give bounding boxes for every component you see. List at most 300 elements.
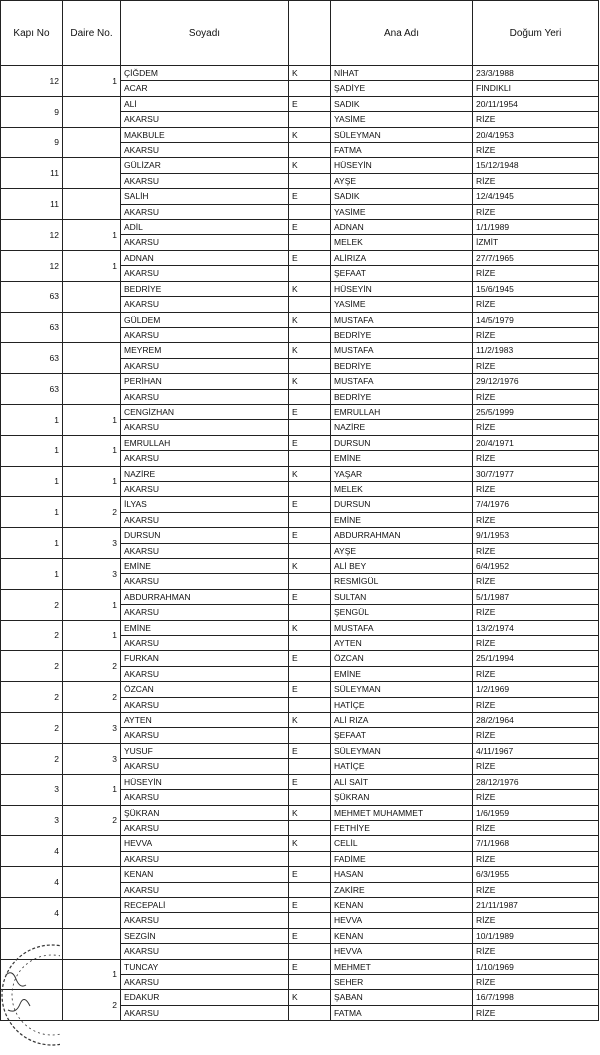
mother-name-cell: FADİME [331, 851, 473, 866]
record-row-first-name [1, 805, 599, 820]
surname-cell: AKARSU [121, 451, 289, 466]
surname-cell: AKARSU [121, 605, 289, 620]
father-name-cell: SÜLEYMAN [331, 743, 473, 758]
birthplace-cell: RİZE [473, 851, 599, 866]
kapi-no-cell: 9 [1, 96, 63, 127]
birthplace-cell: RİZE [473, 297, 599, 312]
first-name-cell: EDAKUR [121, 990, 289, 1005]
daire-no-cell [63, 867, 121, 898]
kapi-no-cell: 2 [1, 743, 63, 774]
surname-cell: AKARSU [121, 389, 289, 404]
daire-no-cell [63, 312, 121, 343]
first-name-cell: GÜLİZAR [121, 158, 289, 173]
first-name-cell: GÜLDEM [121, 312, 289, 327]
surname-cell: AKARSU [121, 882, 289, 897]
first-name-cell: EMİNE [121, 620, 289, 635]
birth-date-cell: 1/2/1969 [473, 682, 599, 697]
daire-no-cell [63, 96, 121, 127]
kapi-no-cell: 12 [1, 66, 63, 97]
birthplace-cell: RİZE [473, 481, 599, 496]
mother-name-cell: EMİNE [331, 666, 473, 681]
surname-cell: AKARSU [121, 112, 289, 127]
sex-blank-cell [289, 666, 331, 681]
kapi-no-cell: 2 [1, 589, 63, 620]
record-row-first-name [1, 559, 599, 574]
mother-name-cell: BEDRİYE [331, 389, 473, 404]
birthplace-cell: RİZE [473, 204, 599, 219]
record-row-first-name [1, 990, 599, 1005]
header-daire-no: Daire No. [63, 1, 121, 66]
kapi-no-cell: 2 [1, 620, 63, 651]
birthplace-cell: RİZE [473, 143, 599, 158]
kapi-no-cell: 11 [1, 158, 63, 189]
sex-blank-cell [289, 636, 331, 651]
sex-cell: K [289, 559, 331, 574]
sex-cell: E [289, 928, 331, 943]
kapi-no-cell: 3 [1, 774, 63, 805]
birthplace-cell: RİZE [473, 512, 599, 527]
surname-cell: AKARSU [121, 728, 289, 743]
surname-cell: AKARSU [121, 790, 289, 805]
mother-name-cell: MELEK [331, 481, 473, 496]
kapi-no-cell: 9 [1, 127, 63, 158]
mother-name-cell: ŞEFAAT [331, 266, 473, 281]
mother-name-cell: HATİÇE [331, 697, 473, 712]
father-name-cell: EMRULLAH [331, 404, 473, 419]
sex-blank-cell [289, 327, 331, 342]
daire-no-cell: 1 [63, 620, 121, 651]
birth-date-cell: 1/10/1969 [473, 959, 599, 974]
birth-date-cell: 7/1/1968 [473, 836, 599, 851]
sex-blank-cell [289, 143, 331, 158]
sex-cell: E [289, 497, 331, 512]
sex-cell: E [289, 774, 331, 789]
daire-no-cell: 1 [63, 404, 121, 435]
birthplace-cell: RİZE [473, 112, 599, 127]
sex-cell: K [289, 805, 331, 820]
daire-no-cell: 3 [63, 743, 121, 774]
sex-cell: E [289, 250, 331, 265]
sex-cell: E [289, 589, 331, 604]
father-name-cell: SÜLEYMAN [331, 127, 473, 142]
first-name-cell: ÇİĞDEM [121, 66, 289, 81]
mother-name-cell: BEDRİYE [331, 327, 473, 342]
birth-date-cell: 16/7/1998 [473, 990, 599, 1005]
sex-blank-cell [289, 543, 331, 558]
surname-cell: AKARSU [121, 420, 289, 435]
surname-cell: AKARSU [121, 266, 289, 281]
birth-date-cell: 6/3/1955 [473, 867, 599, 882]
sex-blank-cell [289, 420, 331, 435]
birthplace-cell: RİZE [473, 358, 599, 373]
kapi-no-cell: 4 [1, 897, 63, 928]
sex-cell: E [289, 528, 331, 543]
registry-body [1, 66, 599, 1021]
sex-cell: E [289, 220, 331, 235]
daire-no-cell [63, 928, 121, 959]
birthplace-cell: RİZE [473, 666, 599, 681]
first-name-cell: SALİH [121, 189, 289, 204]
father-name-cell: ABDURRAHMAN [331, 528, 473, 543]
surname-cell: AKARSU [121, 759, 289, 774]
mother-name-cell: HATİÇE [331, 759, 473, 774]
kapi-no-cell: 2 [1, 682, 63, 713]
first-name-cell: ÖZCAN [121, 682, 289, 697]
record-row-first-name [1, 404, 599, 419]
first-name-cell: EMRULLAH [121, 435, 289, 450]
mother-name-cell: FATMA [331, 143, 473, 158]
birthplace-cell: RİZE [473, 697, 599, 712]
father-name-cell: ALİ RIZA [331, 713, 473, 728]
sex-cell: K [289, 158, 331, 173]
sex-blank-cell [289, 1005, 331, 1020]
record-row-first-name [1, 897, 599, 912]
father-name-cell: ADNAN [331, 220, 473, 235]
sex-cell: E [289, 189, 331, 204]
first-name-cell: MAKBULE [121, 127, 289, 142]
kapi-no-cell: 63 [1, 343, 63, 374]
birth-date-cell: 21/11/1987 [473, 897, 599, 912]
sex-cell: K [289, 836, 331, 851]
daire-no-cell: 2 [63, 805, 121, 836]
sex-cell: K [289, 620, 331, 635]
first-name-cell: SEZGİN [121, 928, 289, 943]
kapi-no-cell: 12 [1, 220, 63, 251]
record-row-first-name [1, 774, 599, 789]
sex-cell: K [289, 990, 331, 1005]
surname-cell: AKARSU [121, 481, 289, 496]
sex-cell: E [289, 435, 331, 450]
mother-name-cell: HEVVA [331, 913, 473, 928]
record-row-first-name [1, 959, 599, 974]
father-name-cell: HÜSEYİN [331, 281, 473, 296]
birth-date-cell: 15/6/1945 [473, 281, 599, 296]
sex-blank-cell [289, 297, 331, 312]
sex-blank-cell [289, 882, 331, 897]
kapi-no-cell: 1 [1, 528, 63, 559]
surname-cell: AKARSU [121, 327, 289, 342]
kapi-no-cell: 63 [1, 374, 63, 405]
daire-no-cell [63, 343, 121, 374]
first-name-cell: KENAN [121, 867, 289, 882]
father-name-cell: ALİ SAİT [331, 774, 473, 789]
kapi-no-cell: 2 [1, 713, 63, 744]
daire-no-cell: 1 [63, 774, 121, 805]
birth-date-cell: 20/4/1971 [473, 435, 599, 450]
birth-date-cell: 28/2/1964 [473, 713, 599, 728]
birthplace-cell: RİZE [473, 266, 599, 281]
surname-cell: AKARSU [121, 358, 289, 373]
surname-cell: ACAR [121, 81, 289, 96]
record-row-first-name [1, 343, 599, 358]
record-row-first-name [1, 928, 599, 943]
birth-date-cell: 12/4/1945 [473, 189, 599, 204]
mother-name-cell: YASİME [331, 204, 473, 219]
birthplace-cell: RİZE [473, 574, 599, 589]
sex-blank-cell [289, 235, 331, 250]
record-row-first-name [1, 867, 599, 882]
birth-date-cell: 20/4/1953 [473, 127, 599, 142]
record-row-first-name [1, 435, 599, 450]
kapi-no-cell: 63 [1, 312, 63, 343]
kapi-no-cell: 63 [1, 281, 63, 312]
first-name-cell: NAZİRE [121, 466, 289, 481]
father-name-cell: MUSTAFA [331, 343, 473, 358]
record-row-first-name [1, 127, 599, 142]
header-row [1, 1, 599, 66]
father-name-cell: MUSTAFA [331, 312, 473, 327]
first-name-cell: İLYAS [121, 497, 289, 512]
birthplace-cell: RİZE [473, 1005, 599, 1020]
sex-cell: E [289, 651, 331, 666]
sex-cell: E [289, 867, 331, 882]
sex-blank-cell [289, 81, 331, 96]
first-name-cell: TUNCAY [121, 959, 289, 974]
father-name-cell: MEHMET MUHAMMET [331, 805, 473, 820]
kapi-no-cell: 1 [1, 435, 63, 466]
birth-date-cell: 25/5/1999 [473, 404, 599, 419]
sex-cell: E [289, 404, 331, 419]
birthplace-cell: RİZE [473, 728, 599, 743]
father-name-cell: SADIK [331, 189, 473, 204]
birth-date-cell: 4/11/1967 [473, 743, 599, 758]
first-name-cell: ŞÜKRAN [121, 805, 289, 820]
sex-blank-cell [289, 728, 331, 743]
birth-date-cell: 11/2/1983 [473, 343, 599, 358]
surname-cell: AKARSU [121, 666, 289, 681]
birthplace-cell: RİZE [473, 636, 599, 651]
sex-blank-cell [289, 204, 331, 219]
birthplace-cell: RİZE [473, 543, 599, 558]
birth-date-cell: 29/12/1976 [473, 374, 599, 389]
first-name-cell: AYTEN [121, 713, 289, 728]
kapi-no-cell: 4 [1, 836, 63, 867]
birthplace-cell: RİZE [473, 451, 599, 466]
birth-date-cell: 1/1/1989 [473, 220, 599, 235]
birth-date-cell: 28/12/1976 [473, 774, 599, 789]
mother-name-cell: AYTEN [331, 636, 473, 651]
record-row-first-name [1, 682, 599, 697]
first-name-cell: RECEPALİ [121, 897, 289, 912]
sex-blank-cell [289, 820, 331, 835]
birth-date-cell: 6/4/1952 [473, 559, 599, 574]
birth-date-cell: 25/1/1994 [473, 651, 599, 666]
father-name-cell: SULTAN [331, 589, 473, 604]
sex-blank-cell [289, 913, 331, 928]
daire-no-cell: 1 [63, 959, 121, 990]
surname-cell: AKARSU [121, 574, 289, 589]
birthplace-cell: RİZE [473, 327, 599, 342]
record-row-first-name [1, 66, 599, 81]
birth-date-cell: 10/1/1989 [473, 928, 599, 943]
father-name-cell: HASAN [331, 867, 473, 882]
first-name-cell: DURSUN [121, 528, 289, 543]
mother-name-cell: ŞENGÜL [331, 605, 473, 620]
mother-name-cell: SEHER [331, 974, 473, 989]
sex-cell: K [289, 374, 331, 389]
sex-cell: E [289, 743, 331, 758]
father-name-cell: NİHAT [331, 66, 473, 81]
mother-name-cell: ŞEFAAT [331, 728, 473, 743]
daire-no-cell: 1 [63, 589, 121, 620]
record-row-first-name [1, 158, 599, 173]
daire-no-cell: 1 [63, 66, 121, 97]
mother-name-cell: ŞÜKRAN [331, 790, 473, 805]
sex-blank-cell [289, 173, 331, 188]
birthplace-cell: RİZE [473, 420, 599, 435]
first-name-cell: PERİHAN [121, 374, 289, 389]
daire-no-cell: 1 [63, 220, 121, 251]
mother-name-cell: NAZİRE [331, 420, 473, 435]
mother-name-cell: AYŞE [331, 543, 473, 558]
father-name-cell: KENAN [331, 928, 473, 943]
first-name-cell: ADNAN [121, 250, 289, 265]
kapi-no-cell: 2 [1, 651, 63, 682]
birthplace-cell: İZMİT [473, 235, 599, 250]
record-row-first-name [1, 589, 599, 604]
mother-name-cell: RESMİGÜL [331, 574, 473, 589]
surname-cell: AKARSU [121, 636, 289, 651]
sex-blank-cell [289, 112, 331, 127]
sex-cell: K [289, 713, 331, 728]
record-row-first-name [1, 189, 599, 204]
father-name-cell: SÜLEYMAN [331, 682, 473, 697]
father-name-cell: KENAN [331, 897, 473, 912]
sex-blank-cell [289, 759, 331, 774]
record-row-first-name [1, 620, 599, 635]
kapi-no-cell [1, 990, 63, 1021]
first-name-cell: EMİNE [121, 559, 289, 574]
surname-cell: AKARSU [121, 204, 289, 219]
surname-cell: AKARSU [121, 974, 289, 989]
birth-date-cell: 1/6/1959 [473, 805, 599, 820]
kapi-no-cell [1, 928, 63, 959]
record-row-first-name [1, 651, 599, 666]
sex-blank-cell [289, 451, 331, 466]
father-name-cell: HÜSEYİN [331, 158, 473, 173]
mother-name-cell: ZAKİRE [331, 882, 473, 897]
record-row-first-name [1, 466, 599, 481]
sex-blank-cell [289, 266, 331, 281]
record-row-first-name [1, 312, 599, 327]
mother-name-cell: EMİNE [331, 512, 473, 527]
surname-cell: AKARSU [121, 697, 289, 712]
mother-name-cell: ŞADİYE [331, 81, 473, 96]
father-name-cell: CELİL [331, 836, 473, 851]
sex-cell: E [289, 96, 331, 111]
surname-cell: AKARSU [121, 173, 289, 188]
record-row-first-name [1, 250, 599, 265]
birthplace-cell: RİZE [473, 790, 599, 805]
birthplace-cell: RİZE [473, 173, 599, 188]
sex-cell: E [289, 897, 331, 912]
first-name-cell: CENGİZHAN [121, 404, 289, 419]
surname-cell: AKARSU [121, 1005, 289, 1020]
mother-name-cell: YASİME [331, 297, 473, 312]
header-ana-adi: Ana Adı [331, 1, 473, 66]
first-name-cell: HEVVA [121, 836, 289, 851]
birth-date-cell: 30/7/1977 [473, 466, 599, 481]
first-name-cell: BEDRİYE [121, 281, 289, 296]
daire-no-cell: 1 [63, 435, 121, 466]
daire-no-cell: 2 [63, 497, 121, 528]
sex-cell: E [289, 959, 331, 974]
daire-no-cell: 3 [63, 559, 121, 590]
father-name-cell: ALİ BEY [331, 559, 473, 574]
first-name-cell: FURKAN [121, 651, 289, 666]
sex-cell: K [289, 281, 331, 296]
surname-cell: AKARSU [121, 913, 289, 928]
father-name-cell: MEHMET [331, 959, 473, 974]
daire-no-cell: 3 [63, 713, 121, 744]
birth-date-cell: 15/12/1948 [473, 158, 599, 173]
record-row-first-name [1, 374, 599, 389]
mother-name-cell: EMİNE [331, 451, 473, 466]
surname-cell: AKARSU [121, 820, 289, 835]
birth-date-cell: 14/5/1979 [473, 312, 599, 327]
birth-date-cell: 9/1/1953 [473, 528, 599, 543]
surname-cell: AKARSU [121, 851, 289, 866]
sex-cell: K [289, 312, 331, 327]
surname-cell: AKARSU [121, 512, 289, 527]
header-dogum-yeri: Doğum Yeri [473, 1, 599, 66]
kapi-no-cell [1, 959, 63, 990]
mother-name-cell: HEVVA [331, 944, 473, 959]
header-cinsiyet [289, 1, 331, 66]
birth-date-cell: 5/1/1987 [473, 589, 599, 604]
header-kapi-no: Kapı No [1, 1, 63, 66]
mother-name-cell: YASİME [331, 112, 473, 127]
father-name-cell: DURSUN [331, 497, 473, 512]
birth-date-cell: 23/3/1988 [473, 66, 599, 81]
kapi-no-cell: 1 [1, 559, 63, 590]
first-name-cell: YUSUF [121, 743, 289, 758]
kapi-no-cell: 1 [1, 404, 63, 435]
daire-no-cell: 2 [63, 682, 121, 713]
daire-no-cell [63, 158, 121, 189]
sex-cell: E [289, 682, 331, 697]
sex-cell: K [289, 343, 331, 358]
record-row-first-name [1, 96, 599, 111]
surname-cell: AKARSU [121, 543, 289, 558]
daire-no-cell [63, 374, 121, 405]
mother-name-cell: BEDRİYE [331, 358, 473, 373]
father-name-cell: DURSUN [331, 435, 473, 450]
birthplace-cell: RİZE [473, 913, 599, 928]
record-row-first-name [1, 528, 599, 543]
daire-no-cell [63, 189, 121, 220]
sex-blank-cell [289, 944, 331, 959]
sex-blank-cell [289, 574, 331, 589]
sex-blank-cell [289, 605, 331, 620]
father-name-cell: ALİRIZA [331, 250, 473, 265]
first-name-cell: ADİL [121, 220, 289, 235]
record-row-first-name [1, 497, 599, 512]
surname-cell: AKARSU [121, 143, 289, 158]
daire-no-cell: 2 [63, 990, 121, 1021]
mother-name-cell: AYŞE [331, 173, 473, 188]
sex-blank-cell [289, 790, 331, 805]
record-row-first-name [1, 713, 599, 728]
birth-date-cell: 7/4/1976 [473, 497, 599, 512]
kapi-no-cell: 3 [1, 805, 63, 836]
birthplace-cell: RİZE [473, 389, 599, 404]
father-name-cell: SADIK [331, 96, 473, 111]
birth-date-cell: 20/11/1954 [473, 96, 599, 111]
kapi-no-cell: 12 [1, 250, 63, 281]
father-name-cell: MUSTAFA [331, 374, 473, 389]
sex-blank-cell [289, 358, 331, 373]
